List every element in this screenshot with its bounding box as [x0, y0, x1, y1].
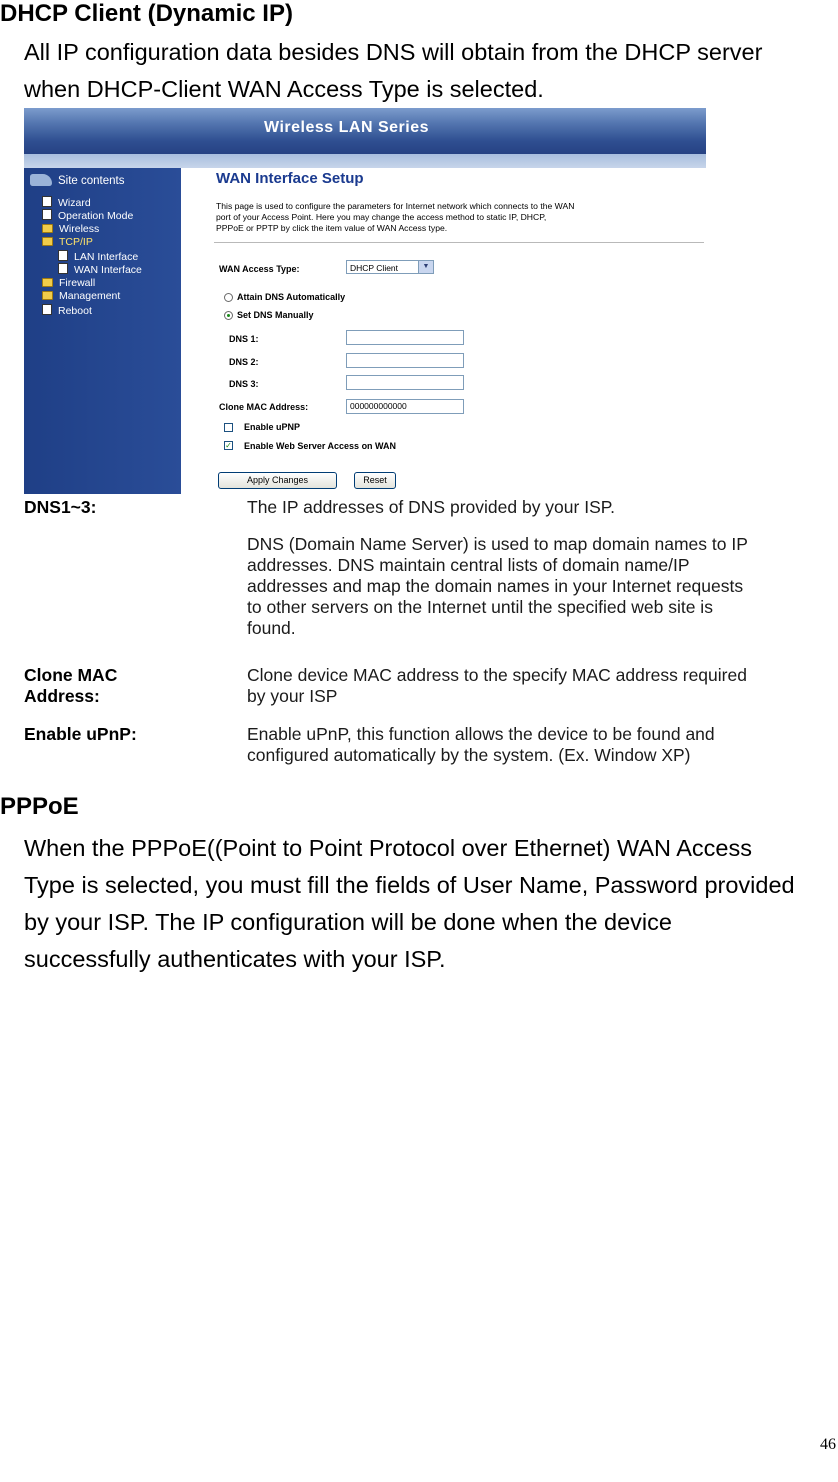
section-heading-dhcp: DHCP Client (Dynamic IP) [0, 0, 293, 27]
enable-web-access-label: Enable Web Server Access on WAN [244, 441, 397, 451]
folder-icon [42, 291, 53, 300]
term-enable-upnp: Enable uPnP: [24, 724, 137, 744]
definition-line: found. [247, 618, 296, 638]
page-number: 46 [820, 1436, 836, 1453]
router-screenshot [24, 108, 706, 494]
pppoe-line: Type is selected, you must fill the fields of User Name, Password provided [24, 872, 795, 898]
attain-dns-auto-radio[interactable] [224, 293, 233, 302]
attain-dns-auto-label: Attain DNS Automatically [237, 292, 346, 302]
set-dns-manually-label: Set DNS Manually [237, 310, 314, 320]
definition-line: Enable uPnP, this function allows the device to be found and [247, 724, 715, 744]
definition-line: to other servers on the Internet until the specified web site is [247, 597, 713, 617]
page-icon [42, 304, 52, 315]
enable-upnp-checkbox[interactable] [224, 423, 233, 432]
dns2-input[interactable] [346, 353, 464, 368]
page-icon [58, 250, 68, 261]
chevron-down-icon: ▼ [418, 261, 433, 273]
term-dns: DNS1~3: [24, 497, 97, 517]
wan-access-type-select[interactable] [346, 260, 434, 274]
definition-line: Clone device MAC address to the specify MAC address required [247, 665, 747, 685]
page-description [216, 201, 706, 234]
banner [24, 108, 706, 168]
wan-access-type-value: DHCP Client [350, 263, 399, 273]
clone-mac-label: Clone MAC Address: [219, 402, 309, 412]
definition-clone-mac [247, 665, 747, 707]
sidebar-item-lan-interface[interactable]: LAN Interface [58, 250, 138, 263]
definition-line: addresses. DNS maintain central lists of domain name/IP [247, 555, 690, 575]
sidebar-item-operation-mode[interactable]: Operation Mode [42, 209, 133, 222]
sidebar-item-reboot[interactable]: Reboot [42, 304, 92, 317]
pppoe-line: by your ISP. The IP configuration will be done when the device [24, 909, 672, 935]
definition-line: configured automatically by the system. (Ex. Window XP) [247, 745, 691, 765]
page-icon [58, 263, 68, 274]
description-line: This page is used to configure the parameters for Internet network which connects to the WAN [216, 201, 575, 211]
sidebar-item-wizard[interactable]: Wizard [42, 196, 91, 209]
content-pane [181, 168, 706, 494]
definition-dns [247, 497, 615, 518]
set-dns-manually-radio[interactable] [224, 311, 233, 320]
definition-line: The IP addresses of DNS provided by your ISP. [247, 497, 616, 517]
pppoe-paragraph [24, 830, 795, 978]
definition-line: DNS (Domain Name Server) is used to map domain names to IP [247, 534, 748, 554]
folder-icon [42, 278, 53, 287]
network-icon [30, 174, 52, 186]
intro-line: All IP configuration data besides DNS will obtain from the DHCP server [24, 39, 763, 65]
term-clone-mac: Clone MAC Address: [24, 665, 118, 706]
definition-dns-detail [247, 534, 748, 639]
site-contents-header[interactable] [30, 174, 124, 187]
enable-upnp-label: Enable uPNP [244, 422, 301, 432]
sidebar [24, 168, 181, 494]
apply-changes-button[interactable]: Apply Changes [218, 472, 337, 489]
sidebar-item-management[interactable]: Management [42, 290, 120, 303]
clone-mac-input[interactable]: 000000000000 [346, 399, 464, 414]
sidebar-item-tcpip[interactable]: TCP/IP [42, 236, 93, 249]
sidebar-item-wireless[interactable]: Wireless [42, 223, 99, 236]
dns2-label: DNS 2: [229, 357, 259, 367]
banner-title: Wireless LAN Series [264, 119, 429, 136]
section-heading-pppoe: PPPoE [0, 793, 79, 820]
definition-enable-upnp [247, 724, 715, 766]
dns3-label: DNS 3: [229, 379, 259, 389]
enable-web-access-checkbox[interactable]: ✓ [225, 441, 232, 450]
pppoe-line: successfully authenticates with your ISP. [24, 946, 446, 972]
folder-open-icon [42, 237, 53, 246]
wan-access-type-label: WAN Access Type: [219, 264, 300, 274]
site-contents-label: Site contents [58, 175, 125, 187]
divider [214, 242, 704, 243]
dns1-input[interactable] [346, 330, 464, 345]
description-line: PPPoE or PPTP by click the item value of WAN Access type. [216, 223, 448, 233]
page-icon [42, 196, 52, 207]
page-title: WAN Interface Setup [216, 170, 364, 187]
dns1-label: DNS 1: [229, 334, 259, 344]
dns3-input[interactable] [346, 375, 464, 390]
pppoe-line: When the PPPoE((Point to Point Protocol over Ethernet) WAN Access [24, 835, 752, 861]
intro-line: when DHCP-Client WAN Access Type is selected. [24, 76, 544, 102]
sidebar-item-wan-interface[interactable]: WAN Interface [58, 263, 142, 276]
intro-paragraph [24, 34, 762, 108]
description-line: port of your Access Point. Here you may change the access method to static IP, DHCP, [216, 212, 547, 222]
definition-line: by your ISP [247, 686, 338, 706]
sidebar-item-firewall[interactable]: Firewall [42, 277, 95, 290]
reset-button[interactable]: Reset [354, 472, 396, 489]
folder-icon [42, 224, 53, 233]
definition-line: addresses and map the domain names in your Internet requests [247, 576, 744, 596]
page-icon [42, 209, 52, 220]
